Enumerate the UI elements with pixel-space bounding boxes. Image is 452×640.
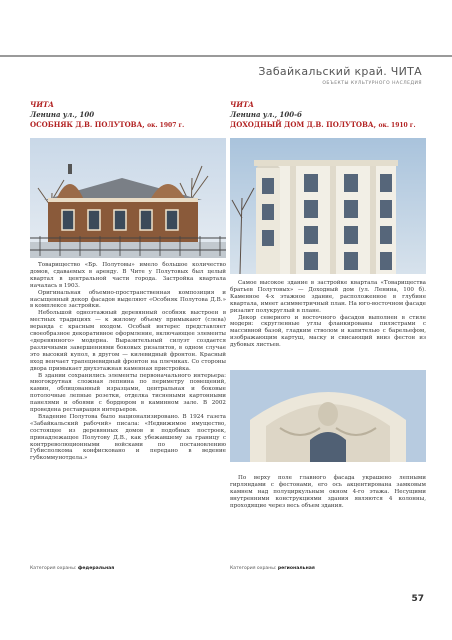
header-subtitle: ОБЪЕКТЫ КУЛЬТУРНОГО НАСЛЕДИЯ xyxy=(322,81,422,86)
left-building-year: ок. 1907 г. xyxy=(147,122,185,129)
left-building-title: ОСОБНЯК Д.В. ПОЛУТОВА, xyxy=(30,120,145,129)
left-category-label: Категория охраны: xyxy=(30,566,77,571)
left-paragraph: Владение Полутова было национализировано. В 1924 газета «Забайкальский рабочий» писала: «Недвижимое имущество, состоящее из деревянных домов и подобных построек, принадлежащее Полутову Д.В., как убежавшему за границу с контрреволюционными войсками по постановлению Губисполкома конфисковано и передано в ведение губкоммунотдела.» xyxy=(30,413,226,462)
header-title: Забайкальский край. ЧИТА xyxy=(258,65,422,78)
left-paragraph: Оригинальная объемно-пространственная композиция и насыщенный декор фасадов выделяют «Особняк Полутова Д.В.» в комплексе застройки. xyxy=(30,289,226,310)
right-building-year: ок. 1910 г. xyxy=(378,122,416,129)
right-category-label: Категория охраны: xyxy=(230,566,277,571)
right-photo-facade-detail xyxy=(230,370,426,462)
left-paragraph: Небольшой одноэтажный деревянный особняк выстроен в местных традициях — к жилому объему примыкают (слева) веранда с красным входом. Особый интерес представляет своеобразное декоративное оформление, включающее элементы «деревянного» модерна. Выразительный силуэт создается различными завершениями боковых ризалитов, в одном случае это высокий купол, в другом — килевидный фронтон. Красный вход венчает трапециевидный фронтон на плечиках. Со стороны двора примыкает двухэтажная каменная пристройка. xyxy=(30,310,226,372)
right-protection-category xyxy=(230,566,315,571)
left-building-name xyxy=(30,120,226,129)
left-category-value: федеральная xyxy=(77,566,115,571)
right-article-heading xyxy=(230,100,426,129)
right-paragraph: Самое высокое здание в застройке квартала «Товарищества братьев Полутовых» — Доходный дом (ул. Ленина, 100 б). Каменное 4-х этажное здание, расположенное в глубине квартала, имеет асимметричный план. На юго-восточном фасаде ризалит полукруглый в плане. xyxy=(230,280,426,314)
header-rule xyxy=(0,55,452,57)
left-photo-wooden-mansion xyxy=(30,138,226,258)
left-paragraph: В здании сохранились элементы первоначального интерьера: многокрутная сложная лепнина по периметру помещений, камин, облицованный изразцами, центральная и боковые потолочные лепные розетки, отделка тиснеными картонными панелями и обоями с бордюром в каминном зале. В 2002 проведена реставрация интерьеров. xyxy=(30,372,226,414)
left-city: ЧИТА xyxy=(30,100,54,109)
left-article-heading xyxy=(30,100,226,129)
right-paragraph: По верху поле главного фасада украшено лепными гирляндами с фестонами, его ось акцентирована замковым камнем над полуциркульным окном 4-го этажа. Несущими внутренними конструкциями здания являются 4 колонны, проходящие через весь объем здания. xyxy=(230,475,426,509)
right-building-title: ДОХОДНЫЙ ДОМ Д.В. ПОЛУТОВА, xyxy=(230,120,377,129)
left-paragraph: Товарищество «Бр. Полутовы» имело большое количество домов, сдаваемых в аренду. В Чите у Полутовых был целый квартал в центральной части города. Застройка квартала началась в 1903. xyxy=(30,262,226,289)
left-article-body xyxy=(30,262,226,462)
tenement-house-illustration xyxy=(230,138,426,274)
right-category-value: региональная xyxy=(277,566,315,571)
right-article-body-continued xyxy=(230,475,426,510)
right-address: Ленина ул., 100-б xyxy=(230,110,303,119)
right-city: ЧИТА xyxy=(230,100,254,109)
wooden-mansion-illustration xyxy=(30,138,226,258)
right-article-body xyxy=(230,280,426,349)
left-protection-category xyxy=(30,566,114,571)
right-photo-tenement-house xyxy=(230,138,426,274)
left-address: Ленина ул., 100 xyxy=(30,110,95,119)
facade-detail-illustration xyxy=(230,370,426,462)
page-header xyxy=(0,55,452,95)
right-building-name xyxy=(230,120,426,129)
page-number: 57 xyxy=(411,594,424,604)
right-paragraph: Декор северного и восточного фасадов выполнен в стиле модерн: скругленные углы фланкированы пилястрами с массивной базой, гладким стволом и капителью с барельефом, изображающим картуш, маску и свисающий вниз фестон из дубовых листьев. xyxy=(230,314,426,349)
